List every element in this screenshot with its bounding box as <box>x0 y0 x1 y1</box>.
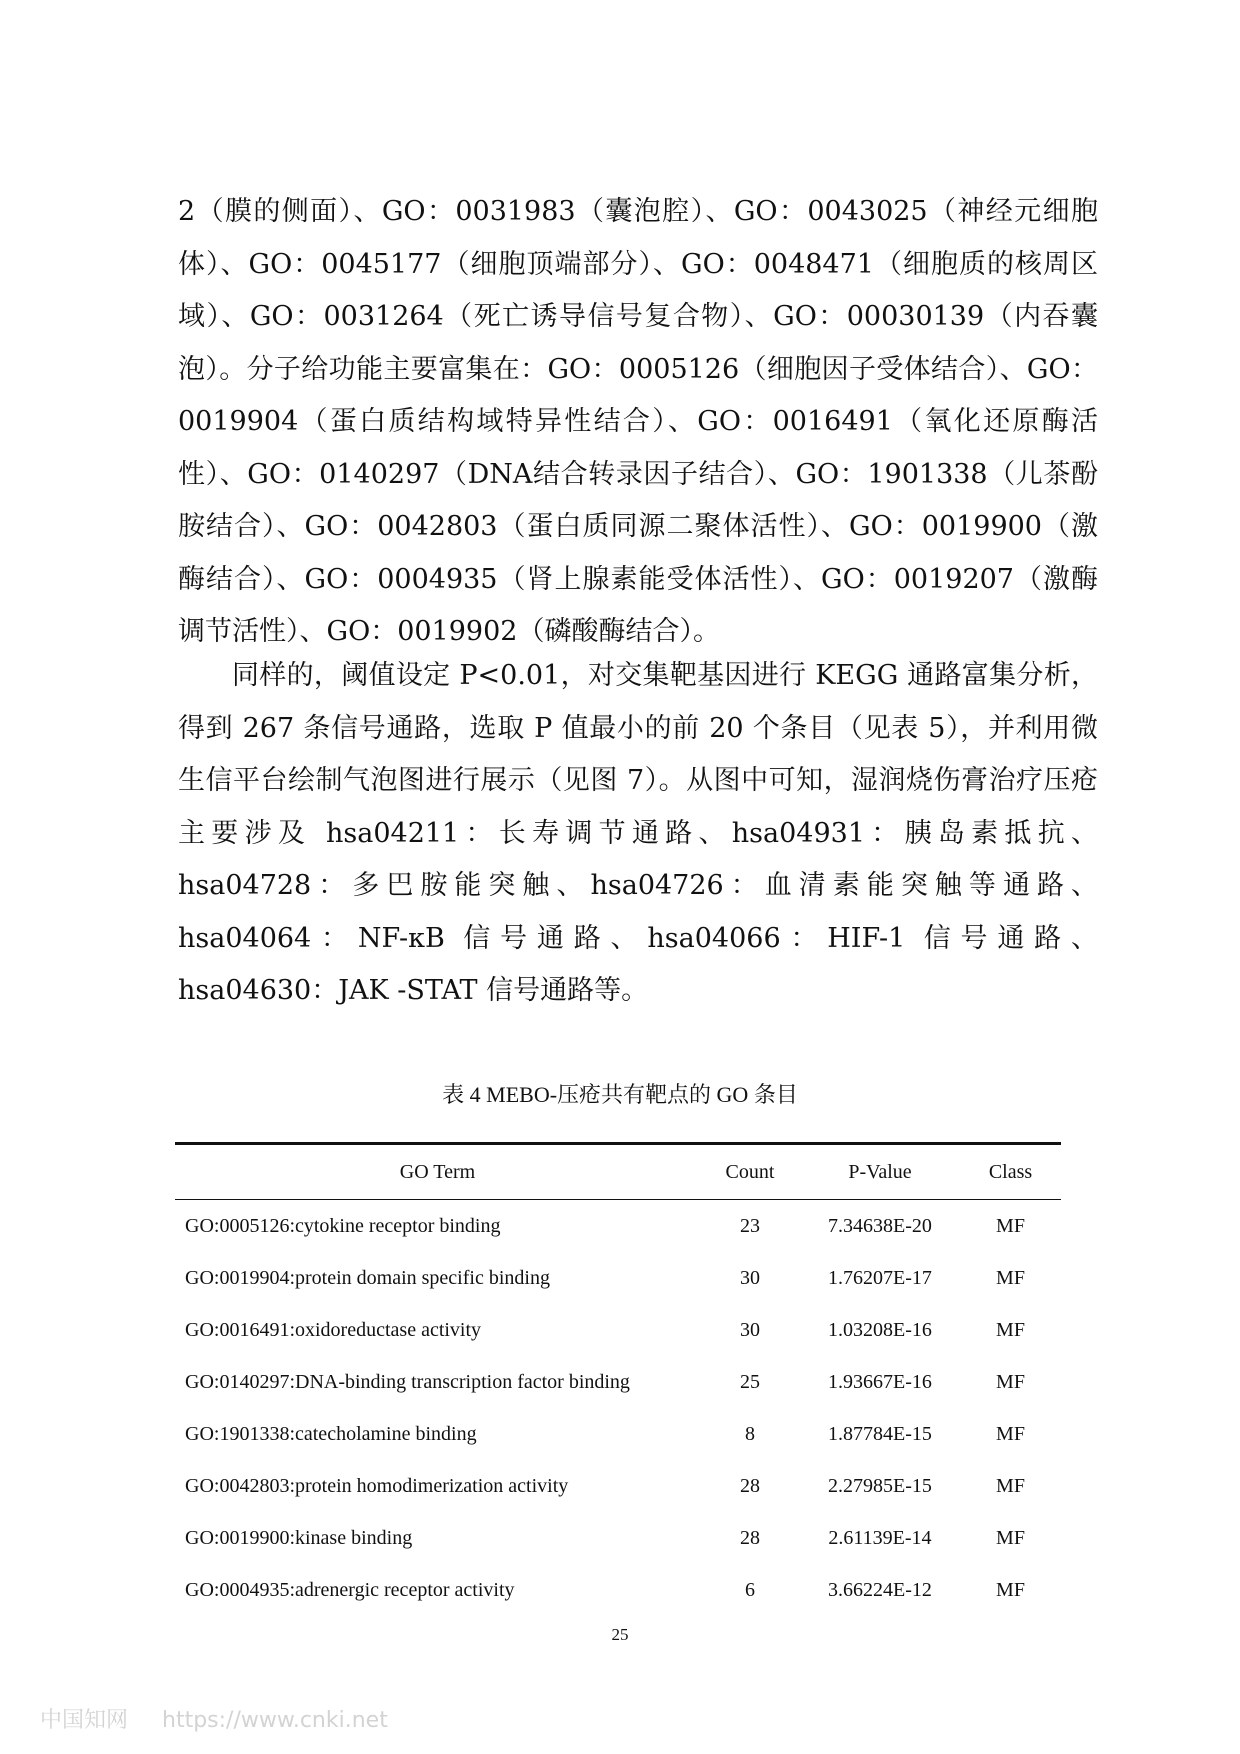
header-p-value: P-Value <box>800 1144 960 1200</box>
table-row <box>175 1564 1061 1616</box>
cell-count: 28 <box>740 1474 760 1497</box>
cell-count: 25 <box>740 1370 760 1393</box>
cell-count: 6 <box>745 1578 755 1601</box>
watermark-site-name: 中国知网 <box>40 1708 129 1733</box>
cell-class: MF <box>996 1422 1025 1445</box>
table-header <box>175 1144 1061 1200</box>
cell-class: MF <box>996 1370 1025 1393</box>
cell-go-term: GO:0019904:protein domain specific binding <box>185 1266 550 1289</box>
cell-count: 8 <box>745 1422 755 1445</box>
cell-count: 28 <box>740 1526 760 1549</box>
table-row <box>175 1304 1061 1356</box>
go-term-table <box>175 1142 1061 1616</box>
cell-p-value: 1.03208E-16 <box>828 1318 932 1341</box>
table-caption: 表 4 MEBO-压疮共有靶点的 GO 条目 <box>442 1082 798 1107</box>
cell-count: 30 <box>740 1266 760 1289</box>
cell-count: 23 <box>740 1214 760 1237</box>
cell-class: MF <box>996 1526 1025 1549</box>
cell-p-value: 1.93667E-16 <box>828 1370 932 1393</box>
table-row <box>175 1460 1061 1512</box>
table-row <box>175 1512 1061 1564</box>
table-row <box>175 1252 1061 1304</box>
cell-go-term: GO:0016491:oxidoreductase activity <box>185 1318 482 1341</box>
table-body <box>175 1200 1061 1617</box>
cell-go-term: GO:0019900:kinase binding <box>185 1526 413 1549</box>
body-paragraph-1: 2（膜的侧面）、GO：0031983（囊泡腔）、GO：0043025（神经元细胞体）、GO：0045177（细胞顶端部分）、GO：0048471（细胞质的核周区域）、GO：0031264（死亡诱导信号复合物）、GO：00030139（内吞囊泡）。分子给功能主要富集在：GO：0005126（细胞因子受体结合）、GO：0019904（蛋白质结构域特异性结合）、GO：0016491（氧化还原酶活性）、GO：0140297（DNA结合转录因子结合）、GO：1901338（儿茶酚胺结合）、GO：0042803（蛋白质同源二聚体活性）、GO：0019900（激酶结合）、GO：0004935（肾上腺素能受体活性）、GO：0019207（激酶调节活性）、GO：0019902（磷酸酶结合）。 <box>178 196 1098 647</box>
table-row <box>175 1356 1061 1408</box>
cell-go-term: GO:0042803:protein homodimerization activity <box>185 1474 569 1497</box>
cell-class: MF <box>996 1474 1025 1497</box>
cell-go-term: GO:1901338:catecholamine binding <box>185 1422 477 1445</box>
header-count: Count <box>700 1144 800 1200</box>
header-class: Class <box>960 1144 1061 1200</box>
header-go-term: GO Term <box>175 1144 700 1200</box>
cell-p-value: 1.87784E-15 <box>828 1422 932 1445</box>
cell-class: MF <box>996 1214 1025 1237</box>
cell-class: MF <box>996 1266 1025 1289</box>
watermark <box>40 1703 388 1734</box>
cell-p-value: 1.76207E-17 <box>828 1266 932 1289</box>
cell-count: 30 <box>740 1318 760 1341</box>
cell-go-term: GO:0005126:cytokine receptor binding <box>185 1214 501 1237</box>
page-number: 25 <box>611 1625 629 1644</box>
cell-class: MF <box>996 1578 1025 1601</box>
body-paragraph-2: 同样的，阈值设定 P<0.01，对交集靶基因进行 KEGG 通路富集分析，得到 267 条信号通路，选取 P 值最小的前 20 个条目（见表 5），并利用微生信平台绘制气泡图进行展示（见图 7）。从图中可知，湿润烧伤膏治疗压疮主要涉及 hsa04211：长寿调节通路、hsa04931：胰岛素抵抗、hsa04728：多巴胺能突触、hsa04726：血清素能突触等通路、hsa04064：NF-κB 信号通路、hsa04066：HIF-1 信号通路、hsa04630：JAK -STAT 信号通路等。 <box>178 660 1098 1006</box>
cell-class: MF <box>996 1318 1025 1341</box>
cell-go-term: GO:0140297:DNA-binding transcription factor binding <box>185 1370 630 1393</box>
cell-p-value: 7.34638E-20 <box>828 1214 932 1237</box>
cell-p-value: 2.27985E-15 <box>828 1474 932 1497</box>
cell-go-term: GO:0004935:adrenergic receptor activity <box>185 1578 515 1601</box>
watermark-url: https://www.cnki.net <box>162 1708 388 1733</box>
table-row <box>175 1408 1061 1460</box>
table-row <box>175 1200 1061 1253</box>
table-header-row <box>175 1144 1061 1200</box>
cell-p-value: 3.66224E-12 <box>828 1578 932 1601</box>
cell-p-value: 2.61139E-14 <box>828 1526 932 1549</box>
